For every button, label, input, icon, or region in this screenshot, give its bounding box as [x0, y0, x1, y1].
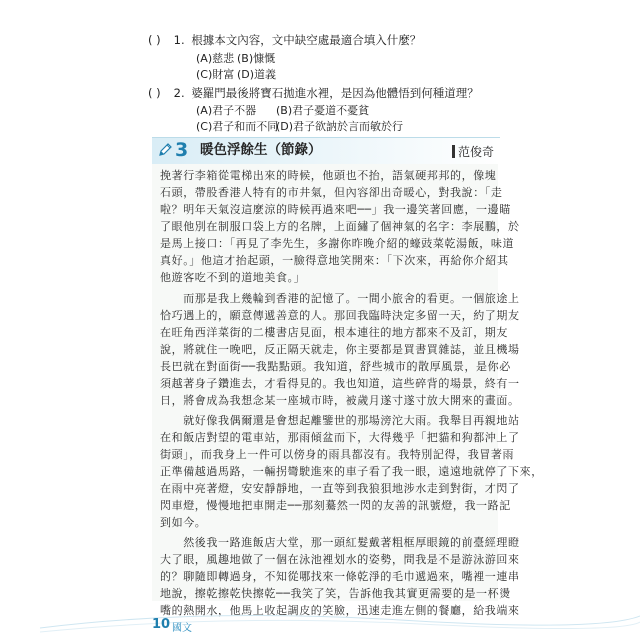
passage-line: 而那是我上幾輪到香港的記憶了。一間小旅舍的看更。一個旅途上	[160, 292, 520, 305]
passage-line: 街頭」，而我身上一件可以傍身的雨具都沒有。我特別記得，我冒著雨	[160, 448, 515, 461]
question-1	[148, 32, 421, 48]
question-text: 婆羅門最後將寶石拋進水裡，是因為他體悟到何種道理？	[191, 86, 479, 100]
passage-line: 正準備越過馬路，一輛拐彎駛進來的車子看了我一眼，遠遠地就停了下來，	[160, 465, 543, 478]
passage-line: 真好。」他這才抬起頭，一臉得意地笑開來：「下次來，再給你介紹其	[160, 254, 509, 267]
passage-line: 在旺角西洋菜街的二樓書店見面，根本連往的地方都來不及訂，期友	[160, 326, 508, 339]
question-number: 2.	[173, 86, 185, 100]
pencil-icon	[157, 142, 173, 158]
question-2	[148, 85, 479, 101]
passage-line: 大了眼，風趣地做了一個在泳池裡划水的姿勢，問我是不是游泳游回來	[160, 553, 520, 566]
passage-line: 啦？明年天氣沒這麼涼的時候再過來吧──」我一邊笑著回應，一邊瞄	[160, 203, 511, 216]
passage-line: 石頭，帶股香港人特有的市井氣，但內容卻出奇暖心，對我說：「走	[160, 186, 503, 199]
footer-decoration	[0, 588, 640, 640]
passage-line: 地說，擦乾擦乾快擦乾──我笑了笑，告訴他我其實更需要的是一杯燙	[160, 587, 511, 600]
option-a: (A)君子不器	[196, 104, 257, 117]
option-b: (B)君子憂道不憂貧	[276, 104, 370, 117]
option-a: (A)慈悲	[196, 52, 235, 65]
passage-line: 嘴的熱開水，他馬上收起調皮的笑臉，迅速走進左側的餐廳，給我端來	[160, 604, 520, 617]
option-d: (D)君子欲訥於言而敏於行	[276, 120, 404, 133]
passage-line: 長巴就在對面街──我點點頭。我知道，舒些城市的散厚風景，是你必	[160, 360, 511, 373]
passage-line: 他遊客吃不到的道地美食。」	[160, 271, 306, 284]
passage-line: 說，將就住一晚吧，反正隔天就走，你主要都是買書買雜誌，並且機場	[160, 343, 520, 356]
section-number: 3	[175, 139, 189, 161]
passage-line: 恰巧遇上的，願意傳遞善意的人。那回我臨時決定多留一天，約了期友	[160, 309, 520, 322]
passage-line: 挽著行李箱從電梯出來的時候，他頭也不抬，語氣硬邦邦的，像塊	[160, 169, 497, 182]
option-c: (C)君子和而不同	[196, 120, 279, 133]
option-c: (C)財富	[196, 68, 235, 81]
passage-line: 在和飯店對望的電車站，那雨傾盆而下，大得幾乎「把貓和狗都沖上了	[160, 431, 520, 444]
passage-line: 須越著身子鑽進去，才看得見的。我也知道，這些碎背的場景，終有一	[160, 377, 520, 390]
passage-line: 在雨中亮著燈，安安靜靜地，一直等到我狼狽地涉水走到對街，才閃了	[160, 482, 520, 495]
answer-blank[interactable]: ( )	[148, 33, 161, 47]
page-number: 10	[152, 617, 171, 632]
passage-line: 了眼他別在制服口袋上方的名牌，上面繡了個神氣的名字：李展鵬，於	[160, 220, 520, 233]
passage-line: 的？聊隨即轉過身，不知從哪找來一條乾淨的毛巾遞過來，嘴裡一連串	[160, 570, 520, 583]
passage-line: 閃車燈，慢慢地把車開走──那刻驀然一閃的友善的訊號燈，我一路記	[160, 499, 511, 512]
passage-line: 日，將會成為我想念某一座城市時，被歲月遂寸遂寸放大開來的畫面。	[160, 394, 520, 407]
answer-blank[interactable]: ( )	[148, 86, 161, 100]
option-d: (D)道義	[237, 68, 277, 81]
author-name: 范俊奇	[458, 145, 495, 159]
passage-line: 然後我一路進飯店大堂，那一頭紅髮戴著粗框厚眼鏡的前臺經理瞪	[160, 536, 520, 549]
option-b: (B)慷慨	[237, 52, 276, 65]
section-title: 暖色浮餘生（節錄）	[200, 142, 322, 158]
passage-line: 是馬上接口：「再見了李先生，多謝你昨晚介紹的蠔豉菜乾湯飯，味道	[160, 237, 515, 250]
question-text: 根據本文內容，文中缺空處最適合填入什麼？	[191, 33, 422, 47]
passage-line: 就好像我偶爾還是會想起離鑒世的那場滂沱大雨。我舉目再親地站	[160, 414, 520, 427]
question-number: 1.	[173, 33, 185, 47]
passage-line: 到如今。	[160, 516, 207, 529]
author-divider	[452, 145, 455, 158]
subject-label: 國文	[172, 623, 192, 634]
